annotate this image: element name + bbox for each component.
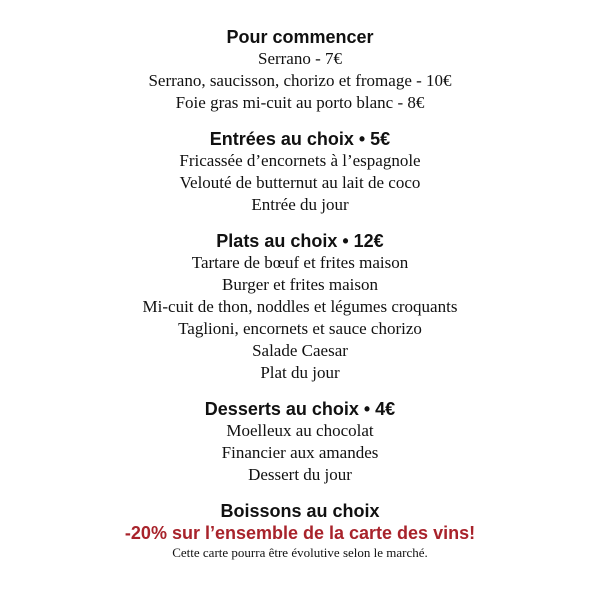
menu-item: Tartare de bœuf et frites maison: [191, 253, 409, 272]
menu-item: Serrano - 7€: [257, 49, 343, 68]
menu-item: Taglioni, encornets et sauce chorizo: [178, 319, 422, 338]
menu-item: Plat du jour: [260, 363, 340, 382]
section-title: Pour commencer: [226, 27, 374, 47]
menu-item: Burger et frites maison: [222, 275, 378, 294]
section-title: Desserts au choix • 4€: [204, 399, 396, 419]
section-pour-commencer: [0, 26, 600, 114]
menu-item: Moelleux au chocolat: [226, 421, 374, 440]
menu-item: Dessert du jour: [248, 465, 352, 484]
menu-item: Serrano, saucisson, chorizo et fromage - 10€: [148, 71, 452, 90]
section-boissons: [0, 500, 600, 562]
item-list: [0, 48, 600, 114]
section-entrees: [0, 128, 600, 216]
menu-item: Entrée du jour: [251, 195, 349, 214]
section-desserts: [0, 398, 600, 486]
menu-item: Velouté de butternut au lait de coco: [179, 173, 421, 192]
item-list: [0, 150, 600, 216]
menu-item: Financier aux amandes: [221, 443, 379, 462]
menu-item: Salade Caesar: [252, 341, 348, 360]
menu-card: [0, 26, 600, 562]
section-plats: [0, 230, 600, 384]
section-title: Plats au choix • 12€: [216, 231, 384, 251]
menu-item: Mi-cuit de thon, noddles et légumes croquants: [142, 297, 458, 316]
item-list: [0, 252, 600, 384]
section-title: Boissons au choix: [220, 501, 380, 521]
item-list: [0, 420, 600, 486]
footer-note: Cette carte pourra être évolutive selon le marché.: [172, 545, 428, 560]
section-title: Entrées au choix • 5€: [209, 129, 391, 149]
menu-item: Fricassée d’encornets à l’espagnole: [179, 151, 421, 170]
menu-item: Foie gras mi-cuit au porto blanc - 8€: [175, 93, 425, 112]
wine-promo-text: -20% sur l’ensemble de la carte des vins!: [124, 523, 476, 543]
